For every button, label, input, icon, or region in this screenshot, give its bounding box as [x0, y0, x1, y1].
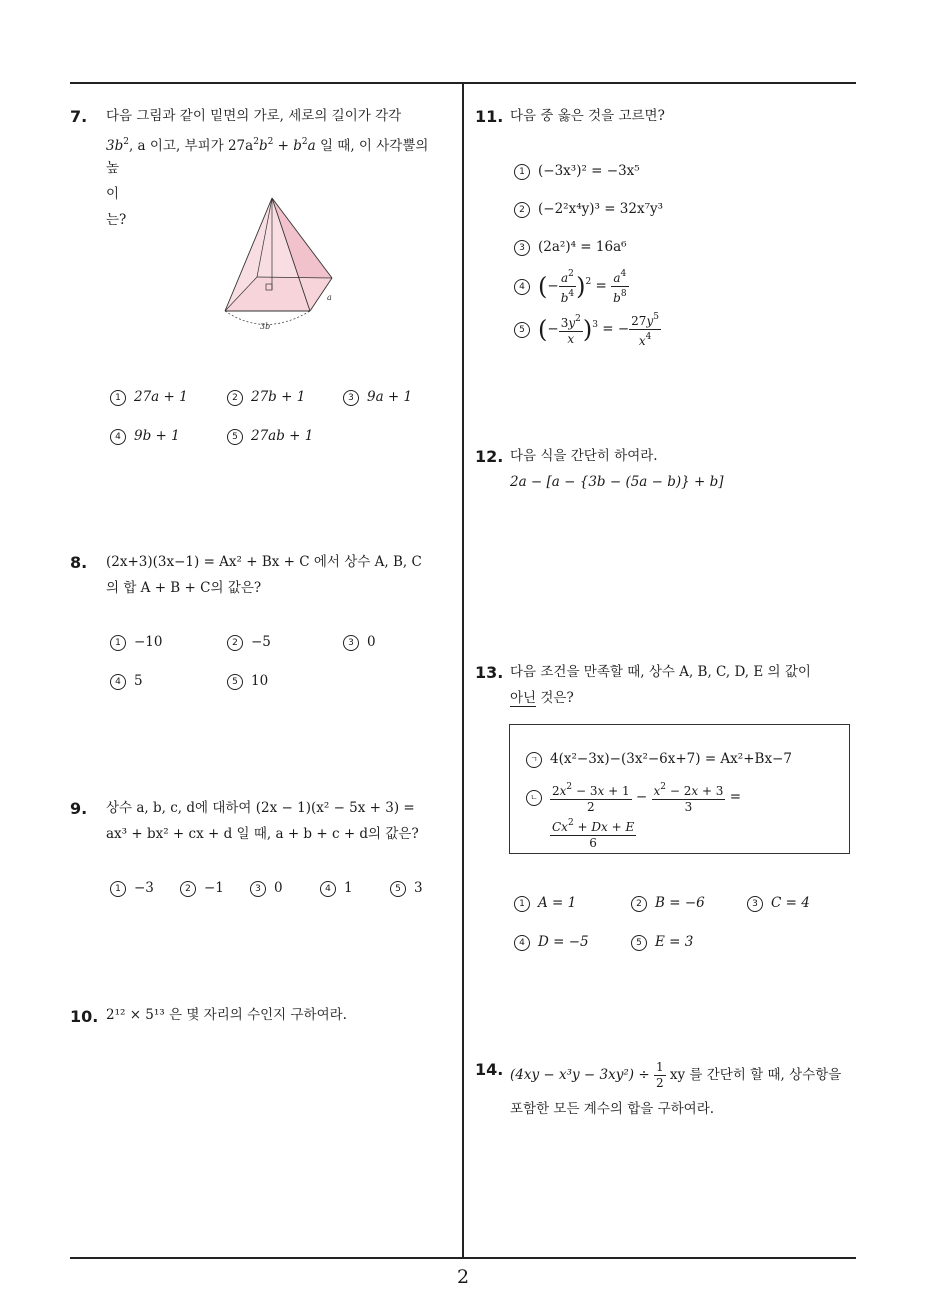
question-14-line1: (4xy − x³y − 3xy²) ÷ $\frac{1}{2}$ xy 를 간단히 할 때, 상수항을 [510, 1060, 842, 1090]
question-13-line1: 다음 조건을 만족할 때, 상수 A, B, C, D, E 의 값이 [510, 664, 811, 680]
q7-choice-3[interactable]: 3 9a + 1 [343, 389, 412, 406]
q13-choice-1[interactable]: 1 A = 1 [514, 895, 576, 912]
question-7-line2: $3b^2$, a 이고, 부피가 $27a^2b^2 + b^2a$ 일 때, 이 사각뿔의 [106, 137, 429, 154]
q11-choice-1[interactable]: 1 (−3x³)² = −3x⁵ [514, 163, 640, 180]
q13-choice-3[interactable]: 3 C = 4 [747, 895, 810, 912]
q8-choice-2[interactable]: 2 −5 [227, 634, 271, 651]
question-8-number: 8. [70, 553, 88, 572]
q9-choice-1[interactable]: 1 −3 [110, 880, 154, 897]
question-13-line2: 아닌 것은? [510, 690, 574, 706]
pyramid-figure [215, 190, 345, 335]
question-8-line2: 의 합 A + B + C의 값은? [106, 580, 262, 596]
question-11-text: 다음 중 옳은 것을 고르면? [510, 108, 665, 124]
question-14-number: 14. [475, 1060, 504, 1079]
question-9-line2: ax³ + bx² + cx + d 일 때, a + b + c + d의 값은? [106, 826, 419, 842]
question-9-number: 9. [70, 799, 88, 818]
question-11-number: 11. [475, 107, 504, 126]
condition-2-rhs: $\frac{Cx^2 + Dx + E}{6}$ [552, 818, 635, 850]
question-9-line1: 상수 a, b, c, d에 대하여 (2x − 1)(x² − 5x + 3) = [106, 800, 415, 816]
q9-choice-5[interactable]: 5 3 [390, 880, 423, 897]
condition-2: ㄴ $\frac{2x^2 - 3x + 1}{2}$ − $\frac{x^2 - 2x + 3}{3}$ = [526, 780, 741, 815]
fig-label-3b: 3b [260, 322, 271, 331]
q9-choice-4[interactable]: 4 1 [320, 880, 353, 897]
q13-choice-5[interactable]: 5 E = 3 [631, 934, 693, 951]
q13-choice-2[interactable]: 2 B = −6 [631, 895, 705, 912]
question-7-number: 7. [70, 107, 88, 126]
q7-choice-1[interactable]: 1 27a + 1 [110, 389, 188, 406]
column-divider [462, 82, 464, 1258]
fig-label-a: a [327, 293, 332, 302]
q11-choice-5[interactable]: 5 (− $\frac{3y^2}{x}$ )$^3$ = − $\frac{27y^5}{x^4}$ [514, 310, 661, 349]
question-10-text: 2¹² × 5¹³ 은 몇 자리의 수인지 구하여라. [106, 1007, 347, 1023]
q9-choice-2[interactable]: 2 −1 [180, 880, 224, 897]
question-14-line2: 포함한 모든 계수의 합을 구하여라. [510, 1101, 715, 1117]
q7-choice-5[interactable]: 5 27ab + 1 [227, 428, 313, 445]
q9-choice-3[interactable]: 3 0 [250, 880, 283, 897]
q8-choice-5[interactable]: 5 10 [227, 673, 268, 690]
q8-choice-3[interactable]: 3 0 [343, 634, 376, 651]
question-12-text: 다음 식을 간단히 하여라. [510, 448, 658, 464]
question-12-number: 12. [475, 447, 504, 466]
underlined-word: 아닌 [510, 690, 537, 706]
question-7-line1: 다음 그림과 같이 밑면의 가로, 세로의 길이가 각각 [106, 108, 402, 124]
q11-choice-2[interactable]: 2 (−2²x⁴y)³ = 32x⁷y³ [514, 201, 663, 218]
q11-choice-4[interactable]: 4 (− $\frac{a^2}{b^4}$ )$^2$ = $\frac{a^4}{b^8}$ [514, 267, 629, 306]
q8-choice-1[interactable]: 1 −10 [110, 634, 163, 651]
q13-choice-4[interactable]: 4 D = −5 [514, 934, 589, 951]
question-7-line3: 높이는? [106, 160, 127, 228]
q11-choice-3[interactable]: 3 (2a²)⁴ = 16a⁶ [514, 239, 627, 256]
condition-1: ㄱ 4(x²−3x)−(3x²−6x+7) = Ax²+Bx−7 [526, 751, 792, 768]
page-number: 2 [456, 1266, 470, 1288]
q8-choice-4[interactable]: 4 5 [110, 673, 143, 690]
question-10-number: 10. [70, 1007, 99, 1026]
q7-choice-4[interactable]: 4 9b + 1 [110, 428, 180, 445]
question-8-line1: (2x+3)(3x−1) = Ax² + Bx + C 에서 상수 A, B, C [106, 554, 422, 570]
q7-choice-2[interactable]: 2 27b + 1 [227, 389, 305, 406]
question-12-expression: 2a − [a − {3b − (5a − b)} + b] [510, 474, 724, 490]
question-13-number: 13. [475, 663, 504, 682]
